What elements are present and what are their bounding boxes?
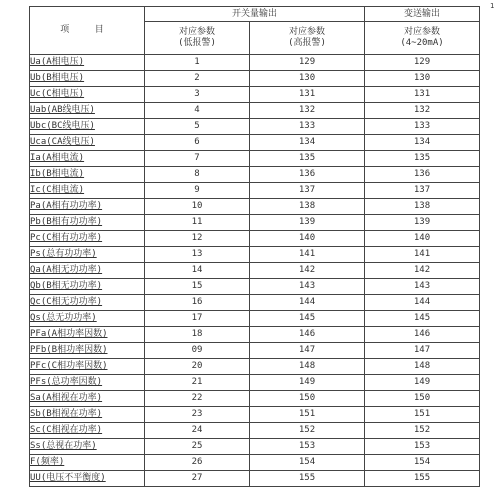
low-alarm-cell: 8 bbox=[145, 167, 250, 183]
low-alarm-cell: 1 bbox=[145, 55, 250, 71]
analog-cell: 138 bbox=[365, 199, 480, 215]
table-row bbox=[30, 135, 480, 151]
analog-cell: 134 bbox=[365, 135, 480, 151]
analog-cell: 135 bbox=[365, 151, 480, 167]
param-name-cell: Qb(B相无功功率) bbox=[30, 279, 145, 295]
analog-cell: 133 bbox=[365, 119, 480, 135]
high-alarm-header-line2: (高报警) bbox=[288, 38, 326, 48]
low-alarm-cell: 25 bbox=[145, 439, 250, 455]
high-alarm-cell: 155 bbox=[250, 471, 365, 487]
param-name-cell: Qa(A相无功功率) bbox=[30, 263, 145, 279]
analog-cell: 151 bbox=[365, 407, 480, 423]
analog-cell: 141 bbox=[365, 247, 480, 263]
low-alarm-cell: 20 bbox=[145, 359, 250, 375]
high-alarm-cell: 144 bbox=[250, 295, 365, 311]
analog-cell: 140 bbox=[365, 231, 480, 247]
low-alarm-cell: 9 bbox=[145, 183, 250, 199]
table-row bbox=[30, 455, 480, 471]
table-row bbox=[30, 71, 480, 87]
analog-cell: 144 bbox=[365, 295, 480, 311]
analog-cell: 132 bbox=[365, 103, 480, 119]
table-row bbox=[30, 55, 480, 71]
analog-cell: 131 bbox=[365, 87, 480, 103]
analog-cell: 136 bbox=[365, 167, 480, 183]
analog-cell: 145 bbox=[365, 311, 480, 327]
table-row bbox=[30, 119, 480, 135]
param-name-cell: PFc(C相功率因数) bbox=[30, 359, 145, 375]
table-row bbox=[30, 151, 480, 167]
analog-cell: 142 bbox=[365, 263, 480, 279]
analog-cell: 137 bbox=[365, 183, 480, 199]
table-row bbox=[30, 231, 480, 247]
table-row bbox=[30, 343, 480, 359]
param-name-cell: PFs(总功率因数) bbox=[30, 375, 145, 391]
high-alarm-cell: 138 bbox=[250, 199, 365, 215]
param-name-cell: Uc(C相电压) bbox=[30, 87, 145, 103]
param-name-cell: Sa(A相视在功率) bbox=[30, 391, 145, 407]
high-alarm-cell: 135 bbox=[250, 151, 365, 167]
param-name-cell: Qc(C相无功功率) bbox=[30, 295, 145, 311]
high-alarm-cell: 150 bbox=[250, 391, 365, 407]
table-row bbox=[30, 423, 480, 439]
param-name-cell: Ua(A相电压) bbox=[30, 55, 145, 71]
table-row bbox=[30, 327, 480, 343]
analog-header-line1: 对应参数 bbox=[404, 27, 441, 37]
analog-cell: 143 bbox=[365, 279, 480, 295]
analog-cell: 148 bbox=[365, 359, 480, 375]
item-header: 项 目 bbox=[30, 7, 145, 55]
low-alarm-cell: 23 bbox=[145, 407, 250, 423]
low-alarm-cell: 21 bbox=[145, 375, 250, 391]
table-row bbox=[30, 263, 480, 279]
analog-header bbox=[365, 22, 480, 55]
low-alarm-cell: 24 bbox=[145, 423, 250, 439]
low-alarm-cell: 16 bbox=[145, 295, 250, 311]
table-row bbox=[30, 295, 480, 311]
param-name-cell: Ia(A相电流) bbox=[30, 151, 145, 167]
param-name-cell: Uca(CA线电压) bbox=[30, 135, 145, 151]
parameter-table bbox=[29, 6, 480, 487]
param-name-cell: Pc(C相有功功率) bbox=[30, 231, 145, 247]
high-alarm-cell: 149 bbox=[250, 375, 365, 391]
table-row bbox=[30, 375, 480, 391]
table-row bbox=[30, 359, 480, 375]
high-alarm-cell: 133 bbox=[250, 119, 365, 135]
low-alarm-cell: 14 bbox=[145, 263, 250, 279]
param-name-cell: Qs(总无功功率) bbox=[30, 311, 145, 327]
param-name-cell: Ss(总视在功率) bbox=[30, 439, 145, 455]
table-row bbox=[30, 391, 480, 407]
param-name-cell: Sc(C相视在功率) bbox=[30, 423, 145, 439]
high-alarm-cell: 129 bbox=[250, 55, 365, 71]
analog-cell: 150 bbox=[365, 391, 480, 407]
high-alarm-cell: 132 bbox=[250, 103, 365, 119]
high-alarm-cell: 141 bbox=[250, 247, 365, 263]
table-row bbox=[30, 87, 480, 103]
table-body bbox=[30, 55, 480, 487]
low-alarm-header-line1: 对应参数 bbox=[178, 27, 215, 37]
analog-cell: 146 bbox=[365, 327, 480, 343]
high-alarm-cell: 137 bbox=[250, 183, 365, 199]
high-alarm-cell: 134 bbox=[250, 135, 365, 151]
high-alarm-cell: 152 bbox=[250, 423, 365, 439]
low-alarm-cell: 18 bbox=[145, 327, 250, 343]
table-row bbox=[30, 471, 480, 487]
table-row bbox=[30, 167, 480, 183]
low-alarm-cell: 22 bbox=[145, 391, 250, 407]
low-alarm-cell: 7 bbox=[145, 151, 250, 167]
table-row bbox=[30, 247, 480, 263]
param-name-cell: Ub(B相电压) bbox=[30, 71, 145, 87]
param-name-cell: PFb(B相功率因数) bbox=[30, 343, 145, 359]
analog-cell: 139 bbox=[365, 215, 480, 231]
high-alarm-header bbox=[250, 22, 365, 55]
low-alarm-cell: 15 bbox=[145, 279, 250, 295]
analog-header-line2: (4~20mA) bbox=[400, 38, 444, 48]
analog-cell: 154 bbox=[365, 455, 480, 471]
table-row bbox=[30, 215, 480, 231]
high-alarm-cell: 148 bbox=[250, 359, 365, 375]
param-name-cell: Uab(AB线电压) bbox=[30, 103, 145, 119]
low-alarm-cell: 13 bbox=[145, 247, 250, 263]
high-alarm-header-line1: 对应参数 bbox=[289, 27, 326, 37]
high-alarm-cell: 154 bbox=[250, 455, 365, 471]
analog-cell: 155 bbox=[365, 471, 480, 487]
low-alarm-cell: 5 bbox=[145, 119, 250, 135]
high-alarm-cell: 151 bbox=[250, 407, 365, 423]
high-alarm-cell: 130 bbox=[250, 71, 365, 87]
low-alarm-cell: 11 bbox=[145, 215, 250, 231]
low-alarm-cell: 27 bbox=[145, 471, 250, 487]
high-alarm-cell: 147 bbox=[250, 343, 365, 359]
high-alarm-cell: 140 bbox=[250, 231, 365, 247]
high-alarm-cell: 153 bbox=[250, 439, 365, 455]
low-alarm-cell: 26 bbox=[145, 455, 250, 471]
low-alarm-header bbox=[145, 22, 250, 55]
param-name-cell: Pb(B相有功功率) bbox=[30, 215, 145, 231]
analog-cell: 153 bbox=[365, 439, 480, 455]
analog-cell: 129 bbox=[365, 55, 480, 71]
page-number: 1 bbox=[490, 2, 495, 10]
table-row bbox=[30, 311, 480, 327]
low-alarm-cell: 3 bbox=[145, 87, 250, 103]
low-alarm-header-line2: (低报警) bbox=[178, 38, 216, 48]
high-alarm-cell: 142 bbox=[250, 263, 365, 279]
param-name-cell: Ic(C相电流) bbox=[30, 183, 145, 199]
switch-output-header: 开关量输出 bbox=[145, 7, 365, 22]
param-name-cell: F(频率) bbox=[30, 455, 145, 471]
param-name-cell: Sb(B相视在功率) bbox=[30, 407, 145, 423]
table-row bbox=[30, 407, 480, 423]
analog-cell: 130 bbox=[365, 71, 480, 87]
param-name-cell: Pa(A相有功功率) bbox=[30, 199, 145, 215]
analog-cell: 149 bbox=[365, 375, 480, 391]
high-alarm-cell: 136 bbox=[250, 167, 365, 183]
param-name-cell: PFa(A相功率因数) bbox=[30, 327, 145, 343]
low-alarm-cell: 6 bbox=[145, 135, 250, 151]
table-row bbox=[30, 439, 480, 455]
table-row bbox=[30, 183, 480, 199]
table-row bbox=[30, 199, 480, 215]
high-alarm-cell: 143 bbox=[250, 279, 365, 295]
high-alarm-cell: 146 bbox=[250, 327, 365, 343]
low-alarm-cell: 10 bbox=[145, 199, 250, 215]
low-alarm-cell: 2 bbox=[145, 71, 250, 87]
low-alarm-cell: 4 bbox=[145, 103, 250, 119]
high-alarm-cell: 139 bbox=[250, 215, 365, 231]
param-name-cell: Ib(B相电流) bbox=[30, 167, 145, 183]
low-alarm-cell: 12 bbox=[145, 231, 250, 247]
table-row bbox=[30, 279, 480, 295]
high-alarm-cell: 145 bbox=[250, 311, 365, 327]
analog-cell: 147 bbox=[365, 343, 480, 359]
param-name-cell: Ps(总有功功率) bbox=[30, 247, 145, 263]
param-name-cell: Ubc(BC线电压) bbox=[30, 119, 145, 135]
high-alarm-cell: 131 bbox=[250, 87, 365, 103]
analog-output-header: 变送输出 bbox=[365, 7, 480, 22]
low-alarm-cell: 09 bbox=[145, 343, 250, 359]
table-row bbox=[30, 103, 480, 119]
param-name-cell: UU(电压不平衡度) bbox=[30, 471, 145, 487]
analog-cell: 152 bbox=[365, 423, 480, 439]
low-alarm-cell: 17 bbox=[145, 311, 250, 327]
